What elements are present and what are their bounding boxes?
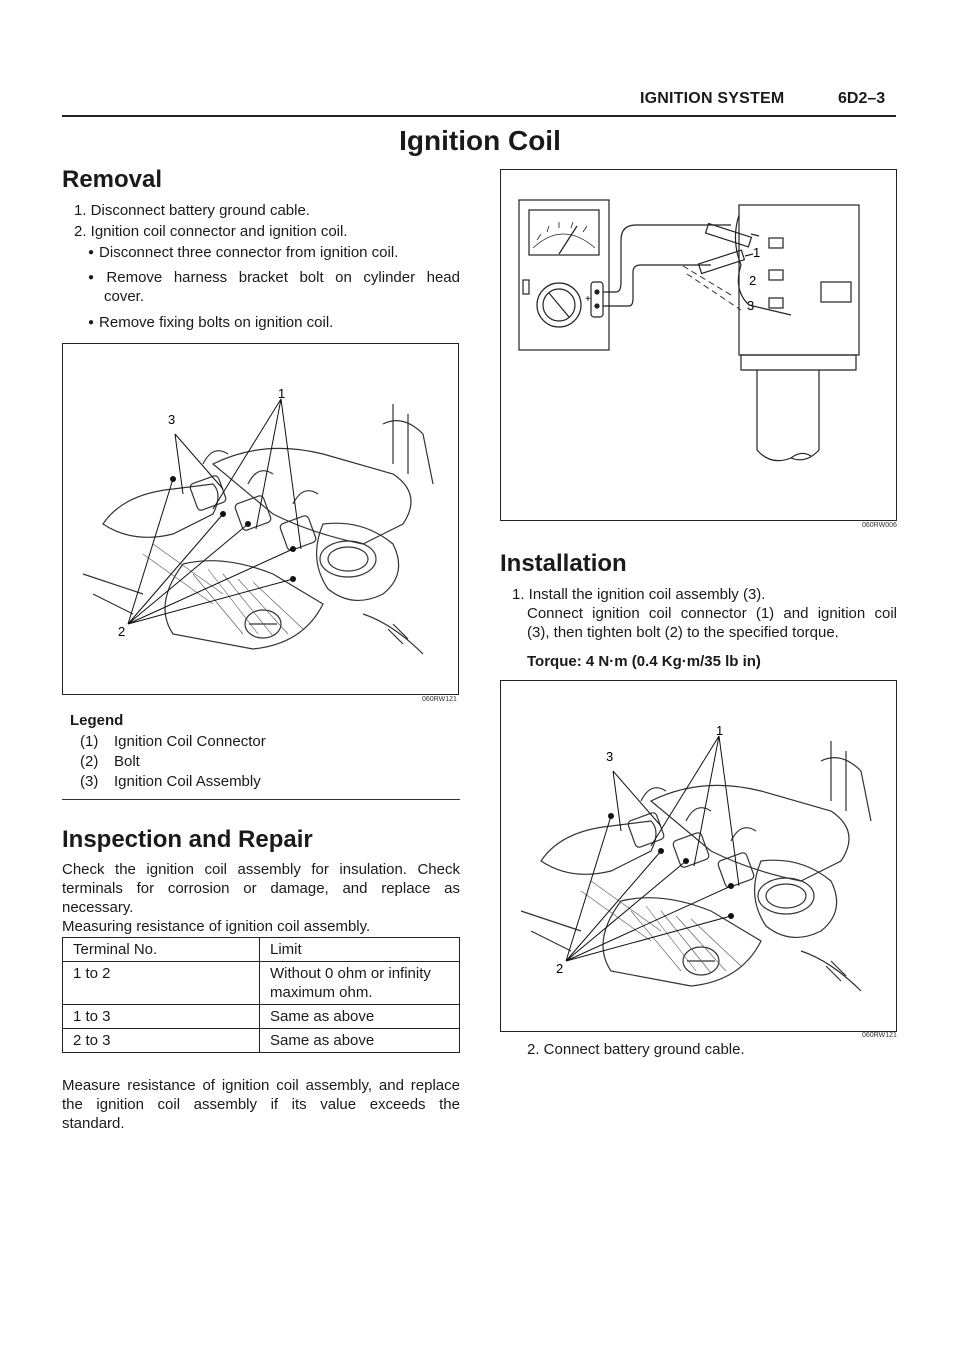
- installation-detail-line-1: Connect ignition coil connector (1) and ignition coil: [527, 605, 897, 622]
- table-row: [63, 1005, 460, 1029]
- table-row: [63, 1029, 460, 1053]
- legend-num-1: (1): [80, 733, 99, 750]
- table-header-row: [63, 938, 460, 962]
- removal-bullet-3: ● Remove fixing bolts on ignition coil.: [88, 313, 333, 334]
- installation-step-1: 1. Install the ignition coil assembly (3).: [512, 586, 766, 603]
- legend-title: Legend: [70, 712, 124, 729]
- figure-id-removal: 060RW121: [422, 696, 457, 703]
- removal-bullet-2: ● Remove harness bracket bolt on cylinder head: [88, 268, 460, 289]
- inspection-line-1: Check the ignition coil assembly for insulation. Check: [62, 861, 460, 878]
- meter-label-1: 1: [753, 245, 761, 260]
- table-cell: 1 to 2: [63, 962, 260, 1005]
- resistance-table: [62, 937, 460, 1053]
- inspection-p2-line-3: standard.: [62, 1115, 125, 1132]
- header-page-number: 6D2–3: [838, 90, 886, 107]
- meter-label-3: 3: [747, 298, 755, 313]
- table-cell: 2 to 3: [63, 1029, 260, 1053]
- legend-num-3: (3): [80, 773, 99, 790]
- figure-label-1: 1: [278, 386, 286, 401]
- page-title: Ignition Coil: [399, 125, 561, 156]
- legend-divider: [62, 799, 460, 800]
- engine-illustration-2: [501, 681, 896, 1031]
- installation-step-1-detail: [527, 604, 897, 642]
- legend-num-2: (2): [80, 753, 99, 770]
- legend-text-1: Ignition Coil Connector: [114, 733, 266, 750]
- figure-label-2: 2: [556, 961, 564, 976]
- engine-figure-removal: [62, 343, 459, 695]
- figure-id-meter: 060RW006: [862, 522, 897, 529]
- table-cell: Same as above: [260, 1005, 460, 1029]
- engine-illustration: [63, 344, 458, 694]
- inspection-p2-line-1: Measure resistance of ignition coil assembly, and replace: [62, 1077, 460, 1094]
- inspection-line-3: necessary.: [62, 899, 134, 916]
- figure-label-3: 3: [168, 412, 176, 427]
- removal-step-2: 2. Ignition coil connector and ignition coil.: [74, 223, 348, 240]
- table-header-limit: Limit: [260, 938, 460, 962]
- torque-spec: Torque: 4 N·m (0.4 Kg·m/35 lb in): [527, 653, 761, 670]
- table-cell: 1 to 3: [63, 1005, 260, 1029]
- meter-figure: [500, 169, 897, 521]
- meter-label-2: 2: [749, 273, 757, 288]
- inspection-line-4: Measuring resistance of ignition coil assembly.: [62, 918, 371, 935]
- installation-detail-line-2: (3), then tighten bolt (2) to the specified torque.: [527, 624, 839, 641]
- table-cell: Without 0 ohm or infinity maximum ohm.: [260, 962, 460, 1005]
- inspection-line-2: terminals for corrosion or damage, and replace as: [62, 880, 460, 897]
- meter-plus-sign: +: [585, 294, 591, 305]
- table-row: [63, 962, 460, 1005]
- table-header-terminal: Terminal No.: [63, 938, 260, 962]
- removal-step-1: 1. Disconnect battery ground cable.: [74, 202, 310, 219]
- removal-bullet-1: ● Disconnect three connector from ignition coil.: [88, 243, 398, 264]
- legend-text-2: Bolt: [114, 753, 140, 770]
- installation-heading: Installation: [500, 550, 627, 577]
- header-section-title: IGNITION SYSTEM: [640, 90, 785, 107]
- inspection-p2-line-2: the ignition coil assembly if its value exceeds the: [62, 1096, 460, 1113]
- inspection-paragraph: [62, 860, 460, 936]
- inspection-heading: Inspection and Repair: [62, 826, 313, 853]
- engine-figure-installation: [500, 680, 897, 1032]
- removal-heading: Removal: [62, 166, 163, 193]
- inspection-paragraph-2: [62, 1076, 460, 1133]
- ohmmeter-illustration: [501, 170, 896, 520]
- table-cell: Same as above: [260, 1029, 460, 1053]
- removal-bullet-2-cont: cover.: [104, 288, 145, 305]
- installation-step-2: 2. Connect battery ground cable.: [527, 1041, 745, 1058]
- legend-text-3: Ignition Coil Assembly: [114, 773, 261, 790]
- figure-label-3: 3: [606, 749, 614, 764]
- figure-label-1: 1: [716, 723, 724, 738]
- header-divider: [62, 115, 896, 117]
- figure-id-installation: 060RW121: [862, 1032, 897, 1039]
- figure-label-2: 2: [118, 624, 126, 639]
